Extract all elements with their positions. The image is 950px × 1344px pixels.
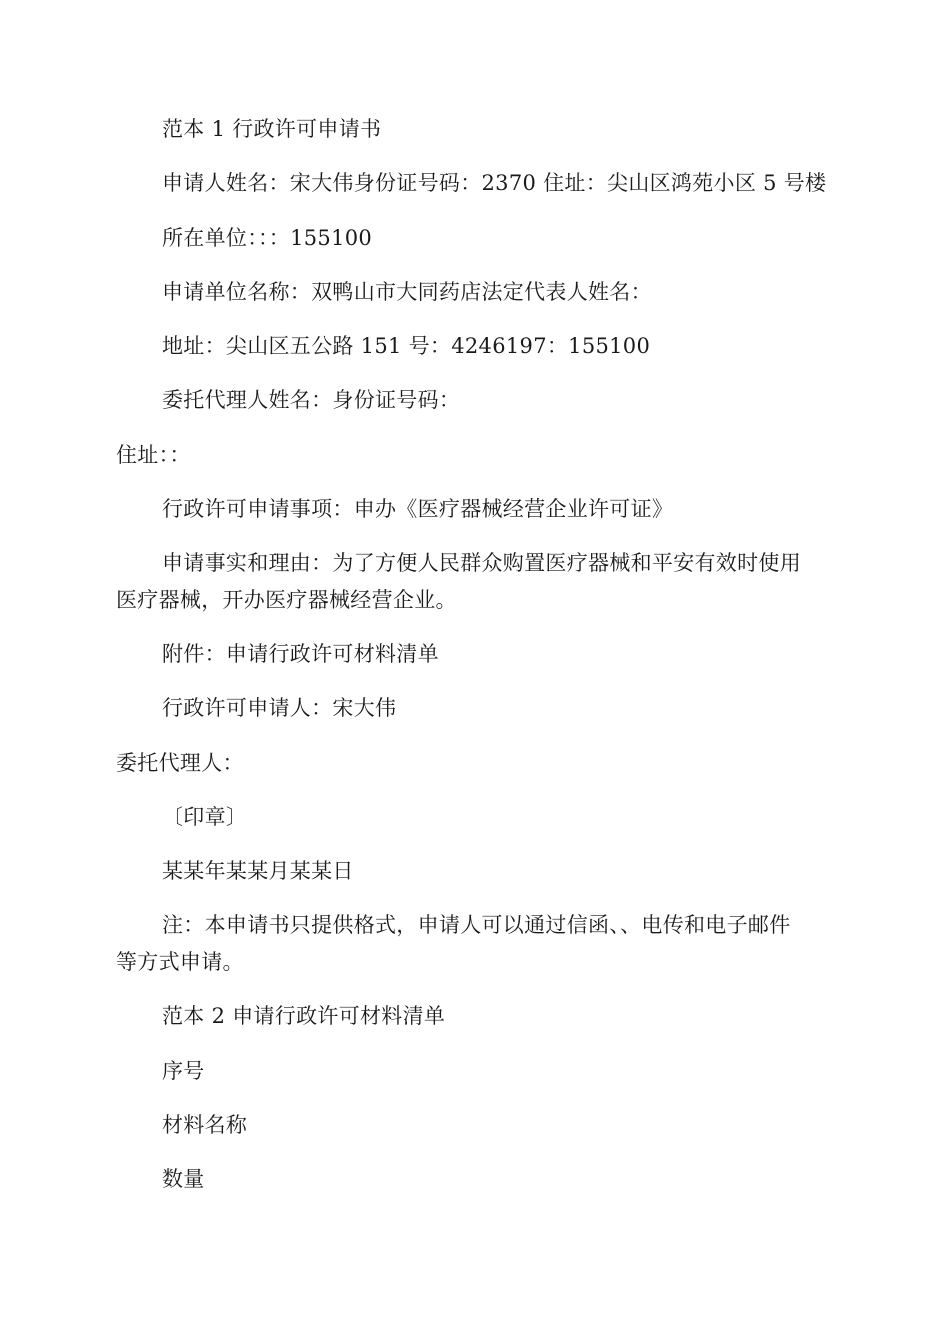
note-line-1: 注：本申请书只提供格式，申请人可以通过信函、、电传和电子邮件 (162, 913, 791, 937)
applicant-info: 申请人姓名：宋大伟身份证号码：2370 住址：尖山区鸿苑小区 5 号楼 (162, 171, 827, 195)
agent-signature-line: 委托代理人： (116, 751, 244, 775)
sample1-title: 范本 1 行政许可申请书 (162, 117, 382, 141)
column-material-name: 材料名称 (162, 1113, 248, 1137)
column-serial: 序号 (162, 1059, 205, 1083)
employer-line: 所在单位：：：155100 (162, 226, 373, 250)
date-line: 某某年某某月某某日 (162, 859, 354, 883)
note-line-2: 等方式申请。 (116, 950, 244, 974)
seal-line: 〔印章〕 (162, 805, 248, 829)
application-matter: 行政许可申请事项：申办《医疗器械经营企业许可证》 (162, 497, 674, 521)
unit-name-line: 申请单位名称：双鸭山市大同药店法定代表人姓名： (162, 280, 652, 304)
applicant-signature-line: 行政许可申请人：宋大伟 (162, 696, 397, 720)
reason-line-2: 医疗器械，开办医疗器械经营企业。 (116, 588, 457, 612)
sample2-title: 范本 2 申请行政许可材料清单 (162, 1004, 446, 1028)
address-line: 地址：尖山区五公路 151 号：4246197：155100 (162, 334, 651, 358)
agent-address-line: 住址：： (116, 443, 191, 467)
attachment-line: 附件：申请行政许可材料清单 (162, 642, 439, 666)
column-quantity: 数量 (162, 1167, 205, 1191)
agent-name-line: 委托代理人姓名：身份证号码： (162, 388, 461, 412)
reason-line-1: 申请事实和理由：为了方便人民群众购置医疗器械和平安有效时使用 (162, 551, 801, 575)
